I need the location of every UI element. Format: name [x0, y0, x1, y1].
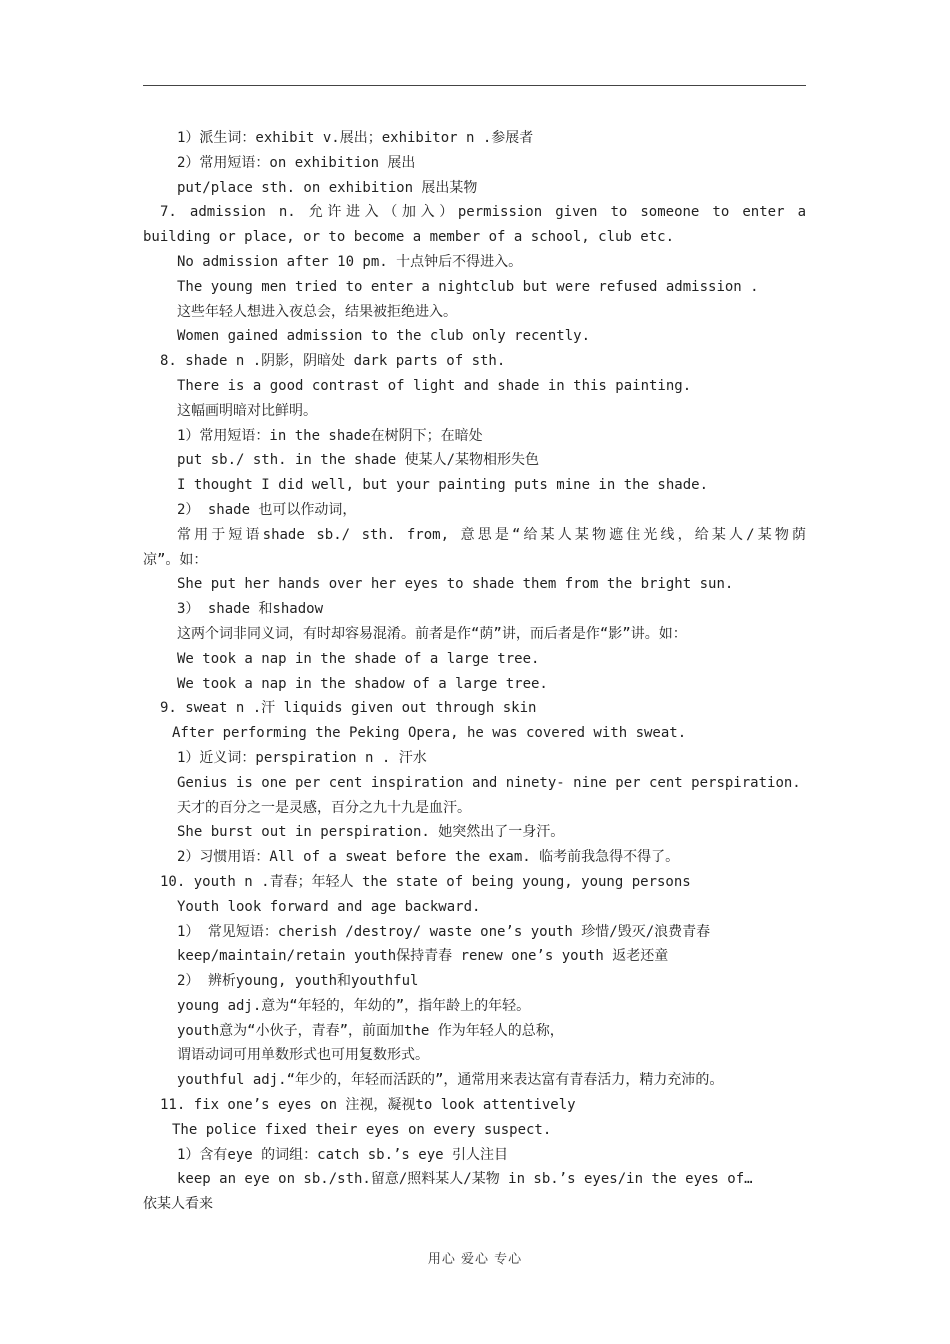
text-line: youthful adj.“年少的，年轻而活跃的”，通常用来表达富有青春活力，精力充沛的。	[177, 1072, 724, 1089]
text-line: 3） shade 和shadow	[177, 601, 324, 618]
document-body	[143, 126, 806, 1217]
text-line: No admission after 10 pm. 十点钟后不得进入。	[177, 253, 523, 270]
text-line: keep/maintain/retain youth保持青春 renew one’s youth 返老还童	[177, 948, 669, 965]
header-rule	[143, 85, 806, 86]
text-line: She burst out in perspiration. 她突然出了一身汗。	[177, 824, 565, 841]
text-line: 这两个词非同义词，有时却容易混淆。前者是作“荫”讲，而后者是作“影”讲。如：	[177, 625, 687, 642]
text-line: Women gained admission to the club only recently.	[177, 328, 591, 345]
text-line: 1）派生词：exhibit v.展出；exhibitor n .参展者	[177, 130, 534, 146]
page-footer: 用心 爱心 专心	[427, 1252, 523, 1267]
text-line: 7. admission n. 允许进入（加入）permission given to someone to enter a	[160, 204, 806, 221]
text-line: 9. sweat n .汗 liquids given out through skin	[160, 700, 537, 717]
text-line: Genius is one per cent inspiration and ninety- nine per cent perspiration.	[177, 774, 801, 791]
text-line: young adj.意为“年轻的，年幼的”，指年龄上的年轻。	[177, 997, 531, 1014]
text-line: We took a nap in the shade of a large tree.	[177, 650, 540, 667]
text-line: She put her hands over her eyes to shade them from the bright sun.	[177, 576, 734, 593]
text-line: Youth look forward and age backward.	[177, 898, 481, 915]
text-line: There is a good contrast of light and shade in this painting.	[177, 377, 692, 394]
text-line: 凉”。如：	[143, 551, 208, 568]
text-line: 1）常用短语：in the shade在树阴下；在暗处	[177, 427, 483, 444]
text-line: 2） 辨析young, youth和youthful	[177, 973, 419, 990]
text-line: 这些年轻人想进入夜总会，结果被拒绝进入。	[177, 303, 457, 320]
text-line: I thought I did well, but your painting puts mine in the shade.	[177, 477, 709, 494]
text-line: 天才的百分之一是灵感，百分之九十九是血汗。	[177, 799, 471, 816]
text-line: After performing the Peking Opera, he was covered with sweat.	[172, 725, 687, 742]
text-line: 1）含有eye 的词组：catch sb.’s eye 引人注目	[177, 1146, 509, 1163]
text-line: 常用于短语shade sb./ sth. from, 意思是“给某人某物遮住光线，给某人/某物荫	[177, 526, 806, 543]
text-line: put sb./ sth. in the shade 使某人/某物相形失色	[177, 452, 540, 469]
text-line: 谓语动词可用单数形式也可用复数形式。	[177, 1047, 429, 1064]
text-line: 2） shade 也可以作动词，	[177, 501, 357, 518]
text-line: 依某人看来	[143, 1196, 213, 1213]
text-line: put/place sth. on exhibition 展出某物	[177, 179, 478, 196]
text-line: The young men tried to enter a nightclub but were refused admission .	[177, 278, 759, 295]
text-line: building or place, or to become a member of a school, club etc.	[143, 229, 675, 246]
text-line: youth意为“小伙子，青春”，前面加the 作为年轻人的总称，	[177, 1022, 564, 1039]
text-line: 8. shade n .阴影，阴暗处 dark parts of sth.	[160, 353, 506, 370]
text-line: 11. fix one’s eyes on 注视，凝视to look attentively	[160, 1097, 576, 1114]
text-line: keep an eye on sb./sth.留意/照料某人/某物 in sb.’s eyes/in the eyes of…	[177, 1171, 753, 1188]
text-line: 2）习惯用语：All of a sweat before the exam. 临考前我急得不得了。	[177, 849, 680, 866]
text-line: 这幅画明暗对比鲜明。	[177, 402, 317, 419]
text-line: 10. youth n .青春；年轻人 the state of being young, young persons	[160, 873, 691, 890]
text-line: 2）常用短语：on exhibition 展出	[177, 154, 416, 171]
text-line: We took a nap in the shadow of a large tree.	[177, 675, 548, 692]
text-line: 1）近义词：perspiration n . 汗水	[177, 749, 427, 766]
text-line: 1） 常见短语：cherish /destroy/ waste one’s youth 珍惜/毁灭/浪费青春	[177, 923, 711, 940]
text-line: The police fixed their eyes on every suspect.	[172, 1121, 552, 1138]
